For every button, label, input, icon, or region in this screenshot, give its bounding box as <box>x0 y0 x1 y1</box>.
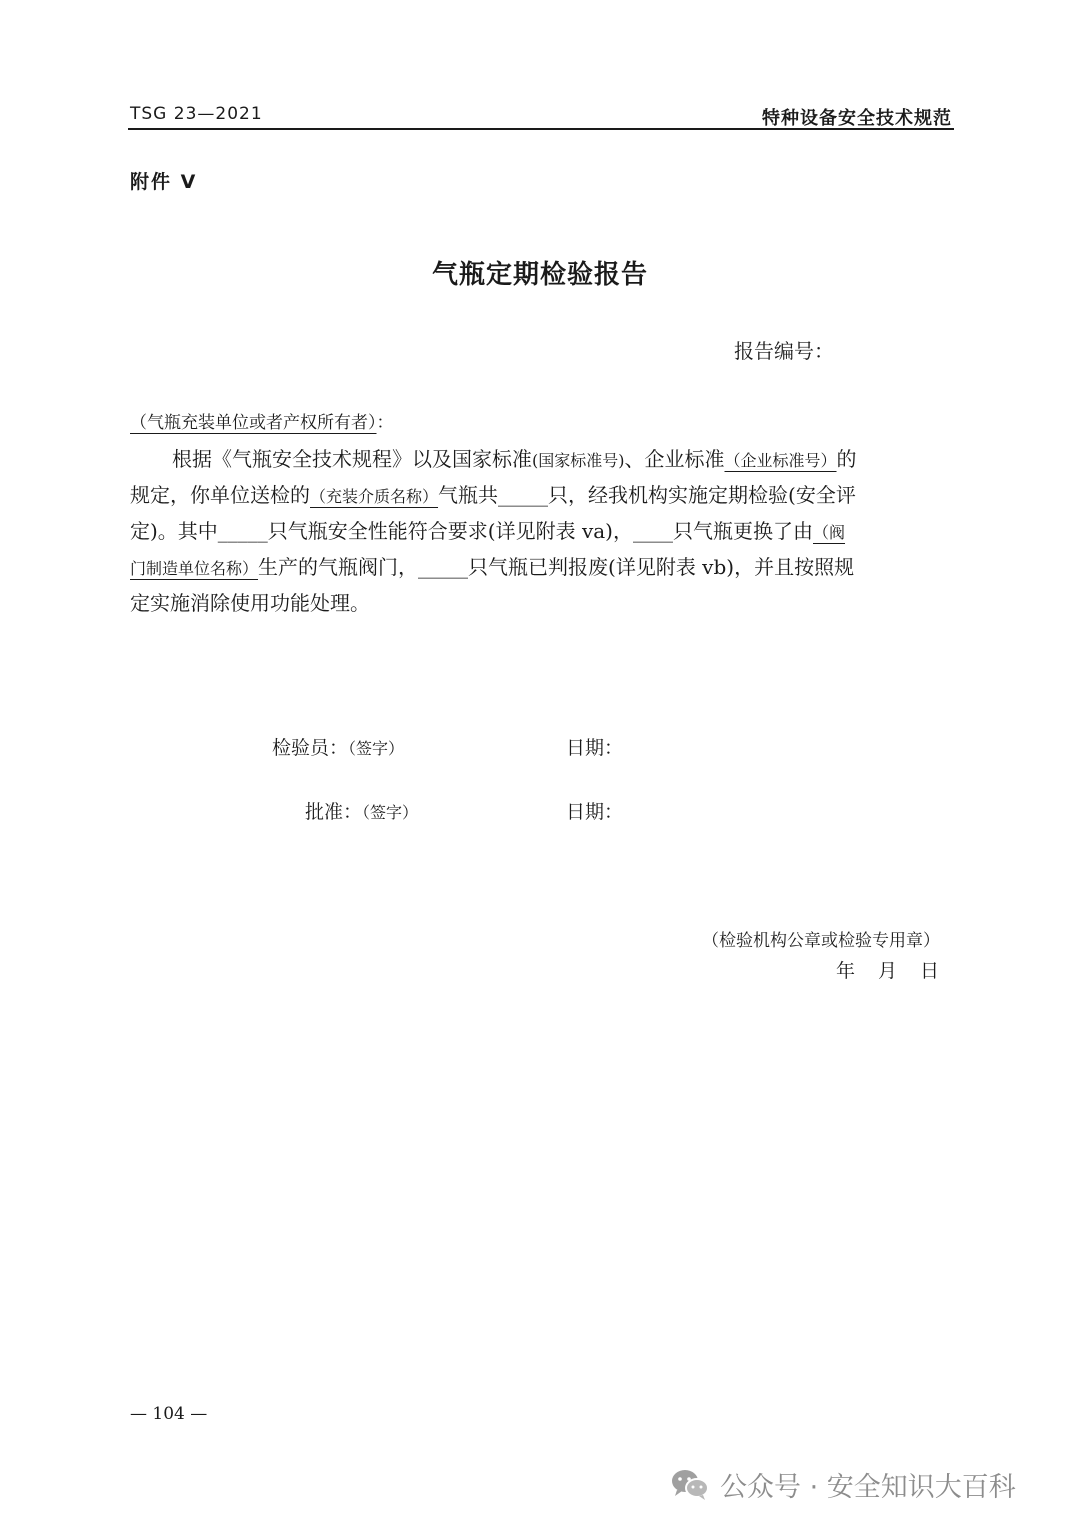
watermark-text: 公众号 · 安全知识大百科 <box>720 1472 1016 1503</box>
wechat-icon <box>670 1468 710 1502</box>
enterprise-standard-placeholder: （企业标准号） <box>724 451 837 470</box>
seal-date: 年 月 日 <box>836 960 942 982</box>
page-title: 气瓶定期检验报告 <box>431 260 648 290</box>
valve-maker-placeholder: （阀 <box>813 523 846 542</box>
approver-label: 批准： <box>305 801 363 823</box>
medium-name-placeholder: （充装介质名称） <box>310 487 439 506</box>
inspector-signature <box>272 733 404 760</box>
body-line-1 <box>130 443 857 472</box>
approver-date: 日期： <box>566 801 624 823</box>
page-number: — 104 — <box>130 1404 208 1424</box>
salutation-placeholder: （气瓶充装单位或者产权所有者） <box>130 413 377 433</box>
watermark <box>670 1465 1016 1504</box>
report-number-label: 报告编号： <box>734 339 834 363</box>
header-spec-title: 特种设备安全技术规范 <box>762 108 952 129</box>
body-text: 气瓶共_____只，经我机构实施定期检验(安全评 <box>438 483 856 507</box>
appendix-label: 附件 V <box>130 171 198 193</box>
seal-placeholder: （检验机构公章或检验专用章） <box>702 931 940 951</box>
body-line-2 <box>130 479 856 508</box>
body-line-5: 定实施消除使用功能处理。 <box>130 591 370 615</box>
body-text: 定)。其中_____只气瓶安全性能符合要求(详见附表 va)，___ <box>130 519 663 543</box>
header-standard-code: TSG 23—2021 <box>130 104 263 124</box>
body-text: 生产的气瓶阀门，_____只气瓶已判报废(详见附表 vb)，并且按照规 <box>258 555 855 579</box>
salutation-colon: ： <box>376 413 394 433</box>
body-text: 根据《气瓶安全技术规程》以及国家标准 <box>172 447 532 471</box>
body-line-4 <box>130 551 854 580</box>
valve-maker-placeholder-cont: 门制造单位名称） <box>130 559 259 578</box>
inspector-sign-placeholder: （签字） <box>348 739 405 758</box>
header-rule <box>128 128 954 130</box>
national-standard-placeholder: (国家标准号) <box>532 451 625 470</box>
body-text: 的 <box>836 447 857 471</box>
inspector-date: 日期： <box>566 737 624 759</box>
body-line-3 <box>130 515 845 544</box>
body-text: _只气瓶更换了由 <box>663 519 813 543</box>
body-text: 规定，你单位送检的 <box>130 483 310 507</box>
approver-signature <box>305 797 418 824</box>
body-text: 、企业标准 <box>624 447 725 471</box>
approver-sign-placeholder: （签字） <box>362 803 419 822</box>
salutation <box>130 408 394 433</box>
inspector-label: 检验员： <box>272 737 349 759</box>
